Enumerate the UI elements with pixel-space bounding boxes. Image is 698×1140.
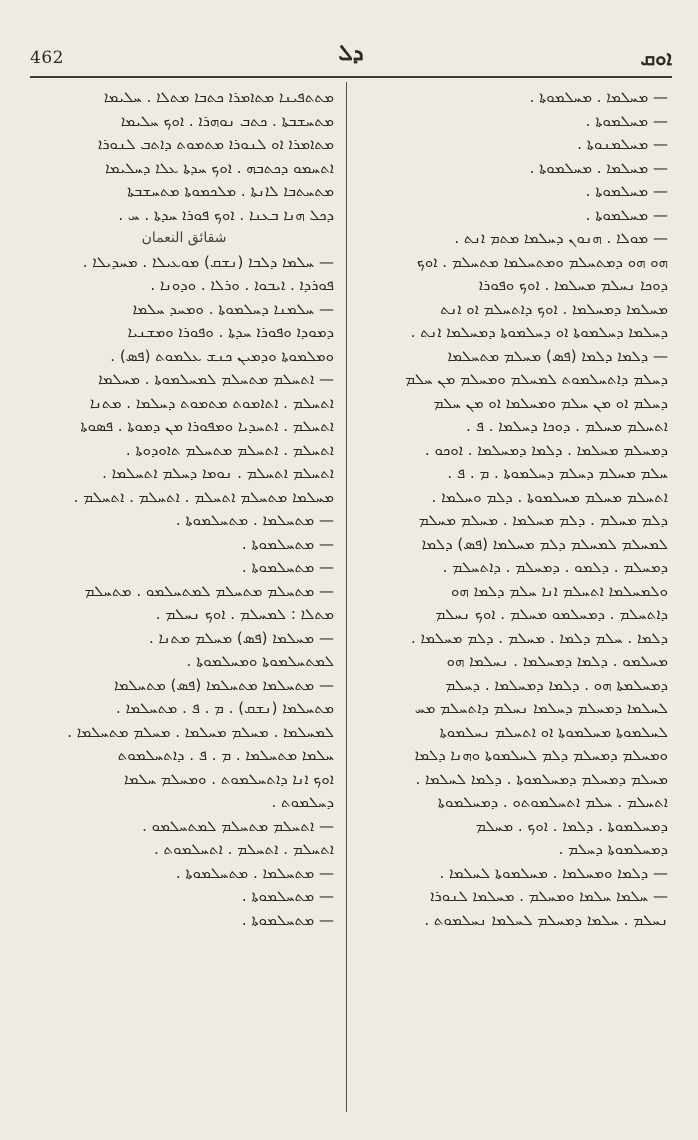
text-line: ܠܡܚܠܡ ܠܡܚܠܡ ܕܠܡ ܡܚܠܡܐ (ܦܣ) ܕܠܡܐ — [421, 534, 668, 553]
text-line: ܡܬܚܫܒܬܐ . ܟܬܒ ܢܘܗܪܐ . ܐܘܟ ܚܠܝܡܐ — [120, 111, 334, 130]
text-line: ܠܚܠܡܘܬܐ ܡܚܠܡܘܬܐ ܐܘ ܐܬܚܠܡ ܢܚܠܡܘܬܐ — [439, 722, 668, 741]
text-line: ܡܬܚܠܡܐ (ܢܫܩ) . ܡ . ܦ . ܡܬܚܠܡܐ . — [116, 699, 334, 717]
dictionary-entry: — ܐܬܚܠܡ ܡܬܚܠܡ ܠܡܬܚܠܡܘ . — [34, 815, 334, 839]
text-line: ܡܬܚܬܒܐ ܠܐܢܬܐ . ܡܠܟܡܘܬܐ ܡܬܚܫܒܬܐ — [127, 182, 334, 200]
dictionary-entry: — ܐܬܚܠܡ ܡܬܚܠܡ ܠܡܚܠܡܘܬܐ . ܡܚܠܡܐ — [34, 368, 334, 392]
text-line: ܕܡܚܠܡܘܬܐ . ܕܠܡܐ . ܐܘܟ . ܡܚܠܡ — [475, 816, 668, 835]
text-line: ܐܬܚܠܡ ܡܚܠܡ ܡܚܠܡܘܬܐ . ܕܠܡ ܘܚܠܡܐ . — [431, 487, 668, 506]
text-line: ܐܘܟ ܐܢܐ ܕܐܬܚܠܡܘܬ . ܘܡܚܠܡ ܚܠܡܐ — [124, 769, 334, 788]
text-line: ܕܚܠܡܐ ܕܚܠܡܘܬܐ ܐܘ ܕܚܠܡܘܬܐ ܕܡܚܠܡܐ ܐܢܬ . — [410, 323, 668, 341]
text-line: ܠܚܠܡܐ ܕܡܚܠܡ ܕܚܠܡܐ ܢܚܠܡ ܕܐܬܚܠܡ ܡܚ — [414, 699, 668, 717]
text-line: ܗܘ ܗܘ ܕܡܬܚܠܡ ܘܡܬܚܠܡܐ ܡܬܚܠܡ . ܐܘܟ — [416, 252, 668, 271]
text-line: ܡܬܬܦܝܢܐ ܡܬܐܡܪܐ ܟܬܒܐ ܡܬܠܐ . ܚܠܝܡܐ — [103, 88, 334, 106]
text-line: ܐܬܚܠܡ . ܐܬܚܕܝܐ ܘܡܦܘܪܐ ܡܢ ܕܡܘܬܐ . ܦܣܘܬܐ — [80, 417, 334, 435]
text-line: ܐܬܚܠܡ . ܐܬܐܡܘܬ ܡܬܡܘܬ ܕܚܠܡܐ . ܡܬܢܐ — [89, 393, 334, 412]
text-line: ܡܚܠܡܐ ܡܬܚܠܡ ܐܬܚܠܡ . ܐܬܚܠܡ . ܐܬܚܠܡ . — [73, 487, 334, 506]
text-line: ܠܡܬܚܠܡܘܬܐ ܘܡܚܠܡܘܬܐ . — [186, 652, 334, 670]
text-line: ܕܡܚܠܡܘܬܐ ܕܚܠܡ . — [558, 840, 668, 858]
dictionary-entry: — ܡܬܚܠܡܘܬܐ . — [34, 556, 334, 580]
dictionary-entry: — ܡܚܠܡܐ (ܦܣ) ܡܚܠܡ ܡܬܢܐ . — [34, 627, 334, 651]
text-line: ܕܡܘܕܐ ܘܦܘܪܐ ܚܕܬܐ . ܘܦܘܪܐ ܘܡܫܢܝܐ — [127, 323, 334, 341]
text-line: ܐܬܚܡܘ ܕܟܬܒܗ . ܐܘܟ ܚܕܬܐ ܥܠܐ ܕܚܠܝܡܐ — [105, 158, 334, 177]
text-line: ܡܬܐܡܪܐ ܐܘ ܠܢܘܪܐ ܡܬܡܘܬ ܕܐܬܒ ܠܢܘܪܐ — [97, 135, 334, 153]
dictionary-entry: — ܡܬܚܠܡܘܬܐ . — [34, 885, 334, 909]
dictionary-entry: — ܡܬܚܠܡܐ . ܡܬܚܠܡܘܬܐ . — [34, 862, 334, 886]
text-line: ܦܘܪܕܐ . ܐܝܒܘܐ . ܘܪܠܐ . ܘܕܘܢܐ . — [150, 276, 334, 294]
dictionary-entry: — ܡܚܠܡܐ . ܡܚܠܡܘܬܐ . — [360, 157, 668, 181]
dictionary-entry: — ܚܠܡܐ ܚܠܡܐ ܘܡܚܠܡ . ܡܚܠܡܐ ܠܢܘܪܐ — [360, 885, 668, 909]
section-letter: ܕܠ — [338, 40, 364, 66]
dictionary-entry: — ܡܚܠܡܘܬܐ . — [360, 204, 668, 228]
text-line: ܚܠܡܐ ܡܬܚܠܡܐ . ܡ . ܦ . ܕܐܬܚܠܡܘܬ — [117, 746, 334, 764]
dictionary-entry: — ܡܚܠܡܘܬܐ . — [360, 110, 668, 134]
arabic-gloss: شقائق النعمان — [141, 230, 227, 246]
dictionary-entry: — ܡܬܚܠܡܐ ܡܬܚܠܡܐ (ܦܣ) ܡܬܚܠܡܐ — [34, 674, 334, 698]
text-line: ܕܚܠܡܘܬ . — [271, 793, 334, 811]
header-rule — [30, 76, 672, 78]
text-line: ܕܐܬܚܠܡ . ܕܡܚܠܡܘ ܡܚܠܡ . ܐܘܟ ܢܚܠܡ — [435, 605, 668, 623]
text-line: ܡܚܠܡܐ ܕܡܚܠܡܐ . ܐܘܟ ܕܐܬܚܠܡ ܐܘ ܐܢܬ — [440, 299, 668, 318]
text-line: ܐܬܚܠܡ ܐܬܚܠܡ . ܢܘܡܐ ܕܚܠܡ ܐܬܚܠܡܐ . — [102, 464, 334, 482]
text-line: ܕܡܚܠܡ ܡܚܠܡܐ . ܕܠܡܐ ܕܡܚܠܡܐ . ܐܘܟܘ . — [424, 440, 668, 459]
text-line: ܠܡܚܠܡܐ . ܡܚܠܡ ܡܚܠܡܐ . ܡܚܠܡ ܡܬܚܠܡܐ . — [67, 722, 334, 741]
text-line: ܕܡܚܠܡܬܐ ܗܘ . ܕܠܡܐ ܕܡܚܠܡܐ . ܕܚܠܡ — [445, 675, 668, 694]
dictionary-entry: — ܚܠܡܢܐ ܕܚܠܡܘܬܐ . ܘܡܚܕ ܚܠܡܐ — [34, 298, 334, 322]
text-line: ܐܬܚܠܡ . ܚܠܡ ܐܬܚܠܡܘܬܘ . ܕܡܚܠܡܘܬܐ — [437, 793, 668, 811]
dictionary-entry: — ܡܬܚܠܡܘܬܐ . — [34, 533, 334, 557]
dictionary-entry: — ܚܠܡܐ ܕܠܒܐ (ܢܫܩ) ܡܘܥܝܠܐ . ܡܚܕܝܠܐ . — [34, 251, 334, 275]
dictionary-entry: — ܕܠܡܐ ܕܠܡܐ (ܦܣ) ܡܚܠܡ ܡܬܚܠܡܐ — [360, 345, 668, 369]
dictionary-entry: — ܡܚܠܡܘܬܐ . — [360, 180, 668, 204]
text-line: ܐܬܚܠܡ . ܐܬܚܠܡ ܡܬܚܠܡ ܬܐܘܕܘܬܐ . — [125, 440, 334, 459]
dictionary-entry: — ܡܚܠܡܐ . ܡܚܠܡܘܬܐ . — [360, 86, 668, 110]
dictionary-entry: — ܡܚܠܡܢܘܬܐ . — [360, 133, 668, 157]
text-line: ܕܚܠܡ ܕܐܬܚܠܡܘܬ ܠܡܚܠܡ ܘܡܚܠܡ ܡܢ ܚܠܡ — [405, 370, 668, 388]
dictionary-entry: — ܡܬܚܠܡܐ . ܡܬܚܠܡܘܬܐ . — [34, 509, 334, 533]
dictionary-entry: — ܡܘܠܐ . ܗܢܘܢ ܕܚܠܡܐ ܡܬܡ ܐܢܬ . — [360, 227, 668, 251]
text-line: ܘܡܠܡܘܬܐ ܘܕܡܝܢ ܟܢܫ ܥܠܡܘܬ (ܦܣ) . — [110, 346, 334, 365]
text-line: ܕܠܡܐ . ܚܠܡ ܕܠܡܐ . ܡܚܠܡ . ܕܠܡ ܡܚܠܡܐ . — [410, 628, 668, 647]
text-line: ܕܠܡ ܡܚܠܡ . ܕܠܡ ܡܚܠܡܐ . ܡܚܠܡ ܡܚܠܡ — [418, 511, 668, 529]
text-line: ܡܚܠܡ ܕܡܚܠܡ ܕܡܚܠܡܘܬܐ . ܕܠܡܐ ܠܚܠܡܐ . — [415, 769, 668, 788]
dictionary-entry: — ܡܬܚܠܡܘܬܐ . — [34, 909, 334, 933]
text-line: ܡܬܠܐ : ܠܡܚܠܡ . ܐܘܟ ܢܚܠܡ . — [155, 605, 334, 623]
text-line: ܘܠܡܚܠܡܐ ܐܬܚܠܡ ܐܢܐ ܚܠܡ ܕܠܡܐ ܗܘ — [451, 581, 668, 600]
column-divider — [346, 82, 347, 1112]
dictionary-entry: — ܕܠܡܐ ܘܡܚܠܡܐ . ܡܚܠܡܘܬܐ ܠܚܠܡܐ . — [360, 862, 668, 886]
running-headword: ܐܘܩ — [640, 46, 672, 70]
right-column — [360, 86, 668, 1116]
left-column — [34, 86, 334, 1116]
text-line: ܕܘܟܐ ܢܚܠܡ ܡܚܠܡܐ . ܐܘܟ ܘܦܘܪܐ — [478, 276, 668, 294]
dictionary-entry: — ܡܬܚܠܡ ܡܬܚܠܡ ܠܡܬܚܠܡܘ . ܡܬܚܠܡ — [34, 580, 334, 604]
page-header — [30, 38, 672, 78]
text-line: ܐܬܚܠܡ . ܐܬܚܠܡ . ܐܬܚܠܡܘܬ . — [153, 840, 334, 858]
text-line: ܕܚܠܡ ܐܘ ܡܢ ܚܠܡ ܘܡܚܠܡܐ ܐܘ ܡܢ ܚܠܡ — [433, 393, 668, 412]
text-line: ܚܠܡ ܡܚܠܡ ܕܚܠܡ ܕܚܠܡܘܬܐ . ܡ . ܦ . — [447, 464, 668, 482]
text-line: ܡܚܠܡܘ . ܕܠܡܐ ܕܡܚܠܡܐ . ܢܚܠܡܐ ܗܘ — [446, 652, 668, 670]
text-line: ܐܬܚܠܡ ܡܚܠܡ . ܕܘܟܐ ܕܚܠܡܐ . ܦ . — [466, 417, 668, 435]
page-number: 462 — [30, 48, 64, 68]
text-line: ܘܡܚܠܡ ܕܡܚܠܡ ܕܠܡ ܠܚܠܡܘܬܐ ܘܗܢܐ ܕܠܡܐ — [414, 746, 668, 764]
text-line: ܕܡܚܠܡ . ܕܠܡܘ . ܕܡܚܠܡ . ܕܐܬܚܠܡ . — [442, 558, 668, 576]
text-line: ܕܟܠ ܗܢܐ ܒܥܢܐ . ܐܘܟ ܦܘܪܐ ܚܕܬܐ . ܚ . — [118, 205, 334, 224]
text-line: ܢܚܠܡ . ܚܠܡܐ ܕܡܚܠܡ ܠܚܠܡܐ ܢܚܠܡܘܬ . — [424, 910, 668, 929]
